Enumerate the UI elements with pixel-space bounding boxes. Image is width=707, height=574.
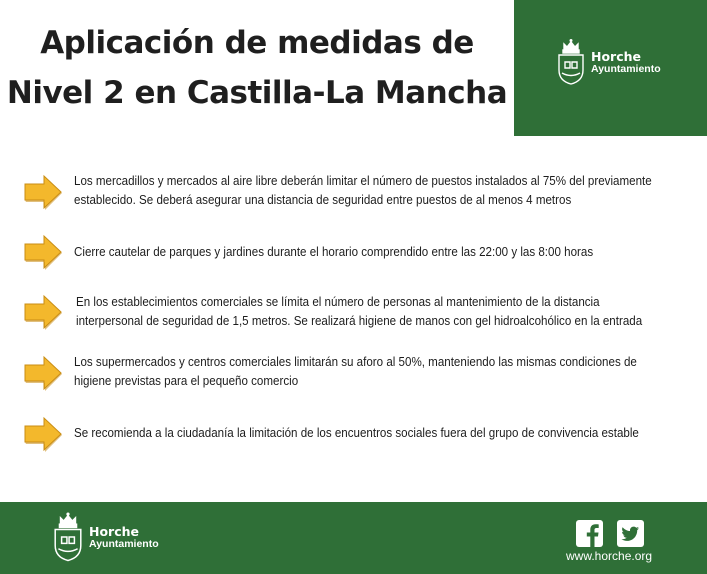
measure-text-2: Cierre cautelar de parques y jardines durante el horario comprendido entre las 22:00 y las 8:00 horas	[74, 245, 594, 259]
header-logo-panel	[514, 0, 707, 136]
arrow-right-icon	[22, 233, 64, 271]
measure-text-3a: En los establecimientos comerciales se límita el número de personas al mantenimiento de la distancia	[76, 295, 600, 309]
measure-text-3b: interpersonal de seguridad de 1,5 metros. Se realizará higiene de manos con gel hidroalcohólico en la entrada	[76, 314, 643, 328]
footer	[0, 502, 707, 574]
coat-of-arms-icon	[556, 38, 586, 86]
page-title-line-1: Aplicación de medidas de	[40, 25, 474, 61]
measure-text-4a: Los supermercados y centros comerciales limitarán su aforo al 50%, manteniendo las mismas condiciones de	[74, 355, 637, 369]
twitter-icon[interactable]	[617, 520, 644, 547]
arrow-right-icon	[22, 293, 64, 331]
footer-horche-logo[interactable]	[52, 511, 159, 563]
logo-name: Horche	[591, 48, 641, 64]
arrow-right-icon	[22, 173, 64, 211]
arrow-right-icon	[22, 354, 64, 392]
facebook-icon[interactable]	[576, 520, 603, 547]
measure-text-4b: higiene previstas para el pequeño comercio	[74, 374, 299, 388]
coat-of-arms-icon	[52, 511, 84, 563]
measure-text-1b: establecido. Se deberá asegurar una distancia de seguridad entre puestos de al menos 4 metros	[74, 193, 572, 207]
logo-subtitle: Ayuntamiento	[591, 62, 661, 75]
measure-text-5: Se recomienda a la ciudadanía la limitación de los encuentros sociales fuera del grupo de convivencia estable	[74, 426, 639, 440]
website-link[interactable]: www.horche.org	[566, 549, 653, 563]
page-title-line-2: Nivel 2 en Castilla-La Mancha	[6, 75, 508, 111]
footer-logo-name: Horche	[89, 523, 139, 539]
horche-logo[interactable]	[556, 38, 661, 86]
title-area	[0, 0, 514, 136]
footer-logo-subtitle: Ayuntamiento	[89, 537, 159, 550]
arrow-right-icon	[22, 415, 64, 453]
measure-text-1a: Los mercadillos y mercados al aire libre deberán limitar el número de puestos instalados al 75% del previamente	[74, 174, 652, 188]
